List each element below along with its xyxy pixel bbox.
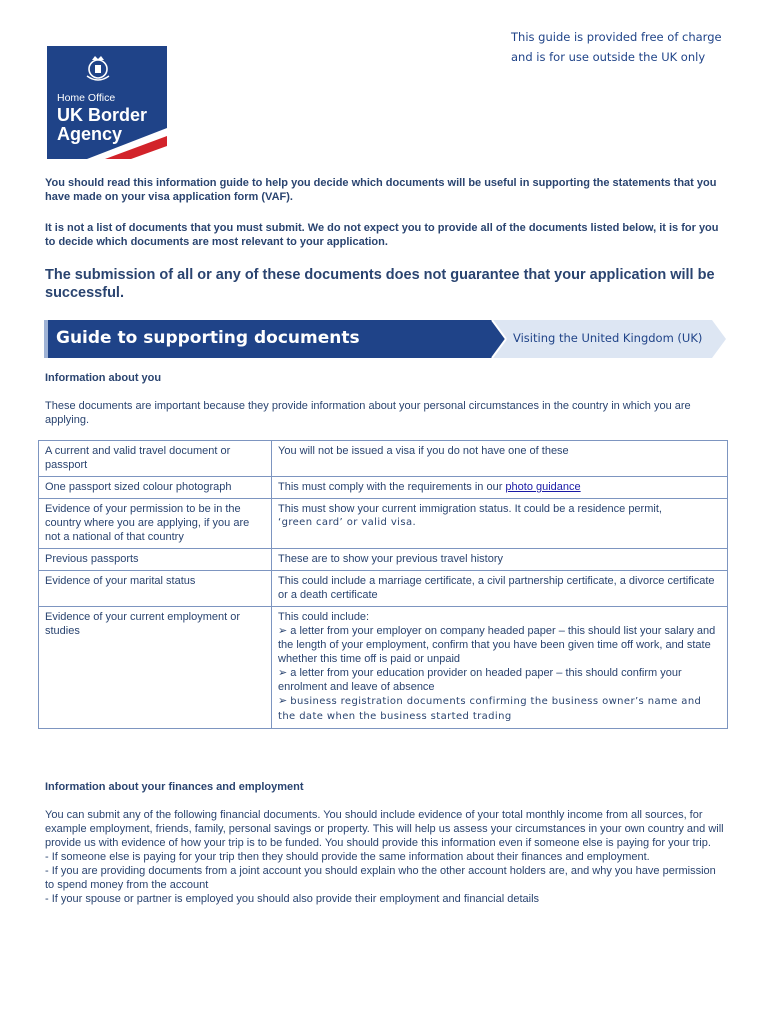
guarantee-warning: The submission of all or any of these documents does not guarantee that your application will be successful. (45, 267, 715, 301)
intro-paragraph-2: It is not a list of documents that you must submit. We do not expect you to provide all of the documents listed below, it is for you to decide which documents are most relevant to your application. (45, 222, 719, 248)
table-row (39, 607, 728, 729)
logo-home-office: Home Office (57, 92, 116, 104)
table-row (39, 571, 728, 607)
section-body-finances (45, 808, 725, 906)
doc-cell: Evidence of your current employment or studies (39, 607, 272, 729)
arrow-bullet-icon: ➢ (278, 625, 291, 637)
table-row (39, 499, 728, 549)
list-item: - If you are providing documents from a joint account you should explain who the other account holders are, and why you have permission to spend money from the account (45, 865, 716, 891)
arrow-bullet-icon: ➢ (278, 667, 291, 679)
doc-cell: A current and valid travel document or passport (39, 441, 272, 477)
note-cell: This must comply with the requirements in our photo guidance (272, 477, 728, 499)
note-cell: You will not be issued a visa if you do not have one of these (272, 441, 728, 477)
list-item: ➢ a letter from your employer on company headed paper – this should list your salary and the length of your employment, confirm that you have been given time off work, and state whether this time off is paid or unpaid (278, 625, 716, 665)
table-row (39, 441, 728, 477)
section-intro-about-you: These documents are important because they provide information about your personal circumstances in the country in which you are applying. (45, 400, 691, 426)
guide-banner (44, 320, 728, 358)
intro-paragraph-1: You should read this information guide to help you decide which documents will be useful in supporting the statements that you have made on your visa application form (VAF). (45, 177, 717, 203)
logo-agency-name: UK Border Agency (57, 105, 148, 144)
table-row (39, 477, 728, 499)
section-heading-finances: Information about your finances and employment (45, 781, 304, 793)
banner-subtitle: Visiting the United Kingdom (UK) (513, 331, 703, 345)
doc-cell: Evidence of your permission to be in the country where you are applying, if you are not a national of that country (39, 499, 272, 549)
doc-cell: One passport sized colour photograph (39, 477, 272, 499)
list-item: - If someone else is paying for your trip then they should provide the same information about their finances and employment. (45, 851, 650, 863)
arrow-bullet-icon: ➢ (278, 695, 291, 707)
note-cell: This could include: ➢ a letter from your employer on company headed paper – this should list your salary and the length of your employment, confirm that you have been given time off work, and state whether this time off is paid or unpaid ➢ a letter from your education provider on headed paper – this should confirm your enrolment and leave of absence ➢ business registration documents confirming the business owner’s name and the date when the business started trading (272, 607, 728, 729)
doc-cell: Evidence of your marital status (39, 571, 272, 607)
photo-guidance-link[interactable]: photo guidance (505, 481, 581, 493)
free-of-charge-note: This guide is provided free of charge and is for use outside the UK only (511, 30, 722, 64)
list-item: ➢ business registration documents confirming the business owner’s name and the date when the business started trading (278, 695, 702, 722)
documents-table (38, 440, 728, 729)
section-heading-about-you: Information about you (45, 372, 162, 384)
finances-paragraph: You can submit any of the following financial documents. You should include evidence of your total monthly income from all sources, for example employment, friends, family, personal savings or property. This will help us assess your circumstances in your own country and will provide us with evidence of how your trip is to be funded. You should provide this information even if someone else is paying for your trip. (45, 809, 724, 849)
note-cell: This could include a marriage certificate, a civil partnership certificate, a divorce certificate or a death certificate (272, 571, 728, 607)
list-item: - If your spouse or partner is employed you should also provide their employment and financial details (45, 893, 540, 905)
banner-title: Guide to supporting documents (56, 328, 360, 348)
note-cell: This must show your current immigration status. It could be a residence permit, ‘green card’ or valid visa. (272, 499, 728, 549)
doc-cell: Previous passports (39, 549, 272, 571)
logo-swoosh (47, 46, 167, 159)
table-row (39, 549, 728, 571)
ukba-logo (47, 46, 167, 159)
list-item: ➢ a letter from your education provider on headed paper – this should confirm your enrolment and leave of absence (278, 667, 682, 693)
note-cell: These are to show your previous travel history (272, 549, 728, 571)
